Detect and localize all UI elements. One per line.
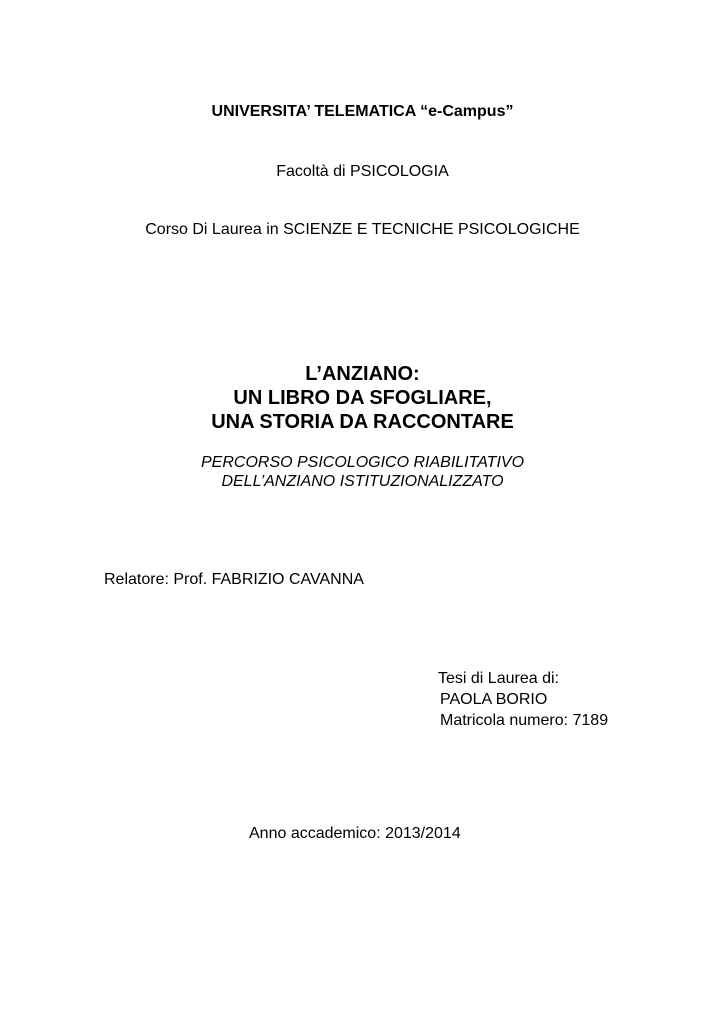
thesis-title-line-3: UNA STORIA DA RACCONTARE xyxy=(211,411,514,433)
thesis-title-line-1: L’ANZIANO: xyxy=(305,363,420,385)
thesis-author-block xyxy=(438,668,608,731)
supervisor: Relatore: Prof. FABRIZIO CAVANNA xyxy=(104,571,364,588)
thesis-title-line-2: UN LIBRO DA SFOGLIARE, xyxy=(233,387,492,409)
author-name: PAOLA BORIO xyxy=(440,691,548,708)
thesis-label: Tesi di Laurea di: xyxy=(438,670,559,687)
academic-year: Anno accademico: 2013/2014 xyxy=(249,825,461,842)
faculty-name: Facoltà di PSICOLOGIA xyxy=(276,163,449,180)
course-name: Corso Di Laurea in SCIENZE E TECNICHE PSICOLOGICHE xyxy=(145,221,580,238)
thesis-subtitle-line-2: DELL’ANZIANO ISTITUZIONALIZZATO xyxy=(221,473,504,490)
thesis-subtitle xyxy=(0,453,725,491)
student-id: Matricola numero: 7189 xyxy=(440,712,609,729)
university-name: UNIVERSITA’ TELEMATICA “e-Campus” xyxy=(211,103,514,120)
thesis-title xyxy=(0,362,725,434)
thesis-subtitle-line-1: PERCORSO PSICOLOGICO RIABILITATIVO xyxy=(200,454,525,471)
